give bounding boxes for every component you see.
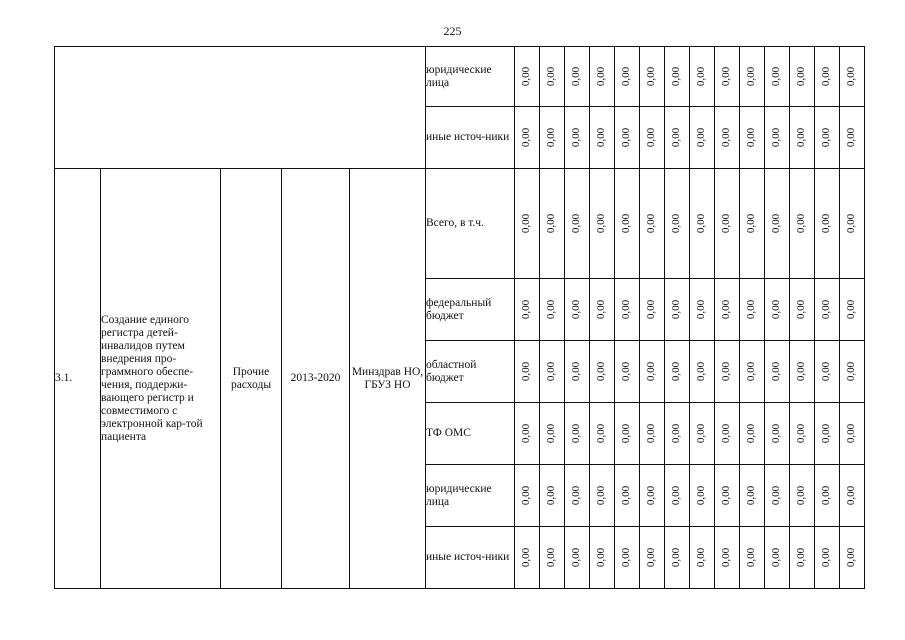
value-text: 0,00 (620, 423, 633, 444)
value-text: 0,00 (670, 485, 683, 506)
value-text: 0,00 (645, 66, 658, 87)
value-text: 0,00 (845, 127, 858, 148)
value-cell (765, 279, 790, 341)
value-cell (540, 527, 565, 589)
value-cell (815, 527, 840, 589)
value-text: 0,00 (720, 213, 733, 234)
value-cell (815, 47, 840, 107)
value-cell (590, 169, 615, 279)
value-cell (565, 527, 590, 589)
value-cell (615, 527, 640, 589)
value-cell (790, 169, 815, 279)
value-text: 0,00 (845, 423, 858, 444)
table-row (55, 47, 865, 107)
value-cell (740, 47, 765, 107)
value-cell (790, 465, 815, 527)
value-text: 0,00 (720, 299, 733, 320)
value-cell (765, 527, 790, 589)
value-cell (515, 465, 540, 527)
value-text: 0,00 (745, 423, 758, 444)
value-cell (815, 107, 840, 169)
value-text: 0,00 (670, 423, 683, 444)
value-text: 0,00 (745, 485, 758, 506)
value-text: 0,00 (670, 127, 683, 148)
value-text: 0,00 (770, 423, 783, 444)
value-text: 0,00 (845, 213, 858, 234)
value-cell (640, 279, 665, 341)
value-cell (740, 279, 765, 341)
value-cell (715, 279, 740, 341)
value-cell (740, 341, 765, 403)
value-text: 0,00 (570, 299, 583, 320)
value-text: 0,00 (645, 423, 658, 444)
value-text: 0,00 (545, 127, 558, 148)
value-text: 0,00 (670, 299, 683, 320)
value-text: 0,00 (570, 423, 583, 444)
value-text: 0,00 (695, 127, 708, 148)
value-cell (615, 169, 640, 279)
value-text: 0,00 (745, 547, 758, 568)
value-text: 0,00 (595, 485, 608, 506)
value-cell (540, 403, 565, 465)
value-cell (640, 47, 665, 107)
measure-number: 3.1. (55, 169, 101, 589)
value-cell (540, 465, 565, 527)
value-text: 0,00 (770, 127, 783, 148)
value-cell (815, 169, 840, 279)
value-text: 0,00 (720, 547, 733, 568)
value-text: 0,00 (795, 127, 808, 148)
value-text: 0,00 (545, 66, 558, 87)
value-cell (615, 465, 640, 527)
value-cell (515, 279, 540, 341)
value-cell (790, 47, 815, 107)
value-cell (615, 107, 640, 169)
value-text: 0,00 (795, 485, 808, 506)
value-cell (740, 403, 765, 465)
value-text: 0,00 (620, 361, 633, 382)
value-text: 0,00 (770, 213, 783, 234)
funding-source-label: Всего, в т.ч. (426, 169, 515, 279)
value-text: 0,00 (520, 66, 533, 87)
value-cell (590, 403, 615, 465)
value-cell (640, 403, 665, 465)
value-text: 0,00 (595, 361, 608, 382)
value-text: 0,00 (545, 547, 558, 568)
value-text: 0,00 (620, 299, 633, 320)
value-text: 0,00 (795, 213, 808, 234)
value-cell (590, 107, 615, 169)
value-text: 0,00 (695, 299, 708, 320)
value-cell (640, 527, 665, 589)
value-cell (665, 279, 690, 341)
value-cell (515, 341, 540, 403)
value-cell (815, 403, 840, 465)
value-cell (740, 169, 765, 279)
value-text: 0,00 (820, 299, 833, 320)
value-cell (715, 47, 740, 107)
value-text: 0,00 (520, 213, 533, 234)
value-text: 0,00 (670, 361, 683, 382)
value-text: 0,00 (645, 547, 658, 568)
value-cell (740, 107, 765, 169)
value-text: 0,00 (695, 423, 708, 444)
value-text: 0,00 (545, 485, 558, 506)
value-text: 0,00 (645, 485, 658, 506)
value-cell (690, 465, 715, 527)
value-cell (615, 47, 640, 107)
value-cell (715, 107, 740, 169)
value-cell (690, 341, 715, 403)
funding-source-label: юридические лица (426, 47, 515, 107)
value-cell (640, 169, 665, 279)
value-cell (790, 527, 815, 589)
value-cell (765, 107, 790, 169)
value-cell (790, 107, 815, 169)
value-text: 0,00 (845, 485, 858, 506)
value-cell (615, 279, 640, 341)
value-cell (565, 107, 590, 169)
value-cell (540, 47, 565, 107)
value-text: 0,00 (770, 66, 783, 87)
value-cell (640, 465, 665, 527)
funding-source-label: федеральный бюджет (426, 279, 515, 341)
budget-table (54, 46, 865, 589)
value-cell (715, 465, 740, 527)
value-cell (790, 341, 815, 403)
value-text: 0,00 (670, 213, 683, 234)
value-cell (665, 465, 690, 527)
value-text: 0,00 (720, 127, 733, 148)
value-text: 0,00 (820, 547, 833, 568)
value-text: 0,00 (545, 299, 558, 320)
value-text: 0,00 (595, 213, 608, 234)
value-cell (565, 169, 590, 279)
value-text: 0,00 (620, 127, 633, 148)
value-text: 0,00 (570, 547, 583, 568)
value-text: 0,00 (520, 485, 533, 506)
value-cell (565, 341, 590, 403)
value-text: 0,00 (720, 361, 733, 382)
value-cell (640, 107, 665, 169)
value-text: 0,00 (570, 485, 583, 506)
value-cell (665, 527, 690, 589)
value-cell (790, 403, 815, 465)
value-text: 0,00 (820, 66, 833, 87)
value-cell (590, 465, 615, 527)
value-cell (840, 169, 865, 279)
value-text: 0,00 (820, 485, 833, 506)
value-cell (715, 169, 740, 279)
value-cell (665, 341, 690, 403)
value-text: 0,00 (720, 423, 733, 444)
value-text: 0,00 (695, 213, 708, 234)
value-text: 0,00 (745, 127, 758, 148)
value-cell (515, 403, 540, 465)
value-text: 0,00 (620, 547, 633, 568)
value-text: 0,00 (770, 485, 783, 506)
value-text: 0,00 (570, 361, 583, 382)
value-cell (515, 107, 540, 169)
value-cell (840, 465, 865, 527)
value-cell (515, 527, 540, 589)
value-text: 0,00 (720, 66, 733, 87)
value-cell (665, 403, 690, 465)
value-cell (565, 403, 590, 465)
value-text: 0,00 (520, 423, 533, 444)
value-text: 0,00 (620, 66, 633, 87)
funding-source-label: областной бюджет (426, 341, 515, 403)
funding-source-label: иные источ-ники (426, 107, 515, 169)
value-text: 0,00 (645, 127, 658, 148)
value-text: 0,00 (745, 66, 758, 87)
page-number: 225 (443, 24, 462, 38)
value-text: 0,00 (820, 361, 833, 382)
value-text: 0,00 (820, 213, 833, 234)
value-text: 0,00 (845, 547, 858, 568)
value-text: 0,00 (595, 66, 608, 87)
value-text: 0,00 (570, 127, 583, 148)
value-cell (815, 465, 840, 527)
value-text: 0,00 (795, 423, 808, 444)
value-cell (815, 279, 840, 341)
value-cell (615, 403, 640, 465)
value-text: 0,00 (545, 213, 558, 234)
value-cell (840, 527, 865, 589)
funding-source-label: ТФ ОМС (426, 403, 515, 465)
funding-source-label: юридические лица (426, 465, 515, 527)
value-cell (590, 47, 615, 107)
value-text: 0,00 (645, 361, 658, 382)
value-cell (765, 341, 790, 403)
value-cell (565, 465, 590, 527)
value-text: 0,00 (745, 299, 758, 320)
table-row (55, 169, 865, 279)
value-text: 0,00 (745, 361, 758, 382)
value-cell (540, 341, 565, 403)
value-text: 0,00 (820, 127, 833, 148)
value-text: 0,00 (620, 213, 633, 234)
value-text: 0,00 (795, 361, 808, 382)
value-text: 0,00 (595, 299, 608, 320)
executor: Минздрав НО, ГБУЗ НО (350, 169, 426, 589)
value-text: 0,00 (520, 299, 533, 320)
value-cell (840, 341, 865, 403)
expense-type: Прочие расходы (221, 169, 282, 589)
value-cell (640, 341, 665, 403)
value-text: 0,00 (595, 423, 608, 444)
value-cell (765, 169, 790, 279)
value-text: 0,00 (595, 127, 608, 148)
value-cell (665, 47, 690, 107)
value-text: 0,00 (695, 547, 708, 568)
value-cell (690, 279, 715, 341)
value-cell (815, 341, 840, 403)
value-cell (590, 341, 615, 403)
value-text: 0,00 (845, 361, 858, 382)
value-cell (790, 279, 815, 341)
value-text: 0,00 (520, 361, 533, 382)
value-cell (715, 527, 740, 589)
value-cell (615, 341, 640, 403)
value-cell (765, 403, 790, 465)
value-cell (715, 403, 740, 465)
value-cell (540, 169, 565, 279)
value-text: 0,00 (770, 547, 783, 568)
value-cell (590, 279, 615, 341)
value-text: 0,00 (645, 299, 658, 320)
value-cell (690, 47, 715, 107)
value-cell (540, 107, 565, 169)
value-text: 0,00 (620, 485, 633, 506)
value-text: 0,00 (770, 361, 783, 382)
value-cell (540, 279, 565, 341)
value-cell (840, 107, 865, 169)
value-text: 0,00 (570, 66, 583, 87)
value-text: 0,00 (545, 361, 558, 382)
value-text: 0,00 (570, 213, 583, 234)
value-text: 0,00 (520, 127, 533, 148)
value-cell (665, 169, 690, 279)
funding-source-label: иные источ-ники (426, 527, 515, 589)
value-cell (665, 107, 690, 169)
value-text: 0,00 (720, 485, 733, 506)
value-cell (840, 279, 865, 341)
value-text: 0,00 (645, 213, 658, 234)
value-text: 0,00 (545, 423, 558, 444)
value-cell (690, 169, 715, 279)
value-cell (515, 47, 540, 107)
value-cell (565, 47, 590, 107)
value-cell (765, 47, 790, 107)
value-cell (590, 527, 615, 589)
value-cell (690, 107, 715, 169)
implementation-period: 2013-2020 (282, 169, 350, 589)
value-cell (565, 279, 590, 341)
value-cell (740, 527, 765, 589)
value-cell (765, 465, 790, 527)
value-text: 0,00 (795, 547, 808, 568)
value-text: 0,00 (845, 299, 858, 320)
value-text: 0,00 (695, 485, 708, 506)
value-text: 0,00 (745, 213, 758, 234)
value-cell (515, 169, 540, 279)
value-cell (715, 341, 740, 403)
value-cell (690, 403, 715, 465)
value-cell (690, 527, 715, 589)
value-cell (840, 47, 865, 107)
value-text: 0,00 (670, 547, 683, 568)
measure-name: Создание единого регистра детей-инвалидов путем внедрения про-граммного обеспе-чения, поддержи-вающего регистр и совместимого с электронной кар-той пациента (101, 169, 221, 589)
value-text: 0,00 (520, 547, 533, 568)
value-text: 0,00 (795, 66, 808, 87)
value-cell (840, 403, 865, 465)
value-text: 0,00 (695, 361, 708, 382)
value-text: 0,00 (695, 66, 708, 87)
value-text: 0,00 (845, 66, 858, 87)
value-cell (740, 465, 765, 527)
value-text: 0,00 (670, 66, 683, 87)
continuation-blank-cell (55, 47, 426, 169)
value-text: 0,00 (795, 299, 808, 320)
value-text: 0,00 (595, 547, 608, 568)
value-text: 0,00 (770, 299, 783, 320)
value-text: 0,00 (820, 423, 833, 444)
